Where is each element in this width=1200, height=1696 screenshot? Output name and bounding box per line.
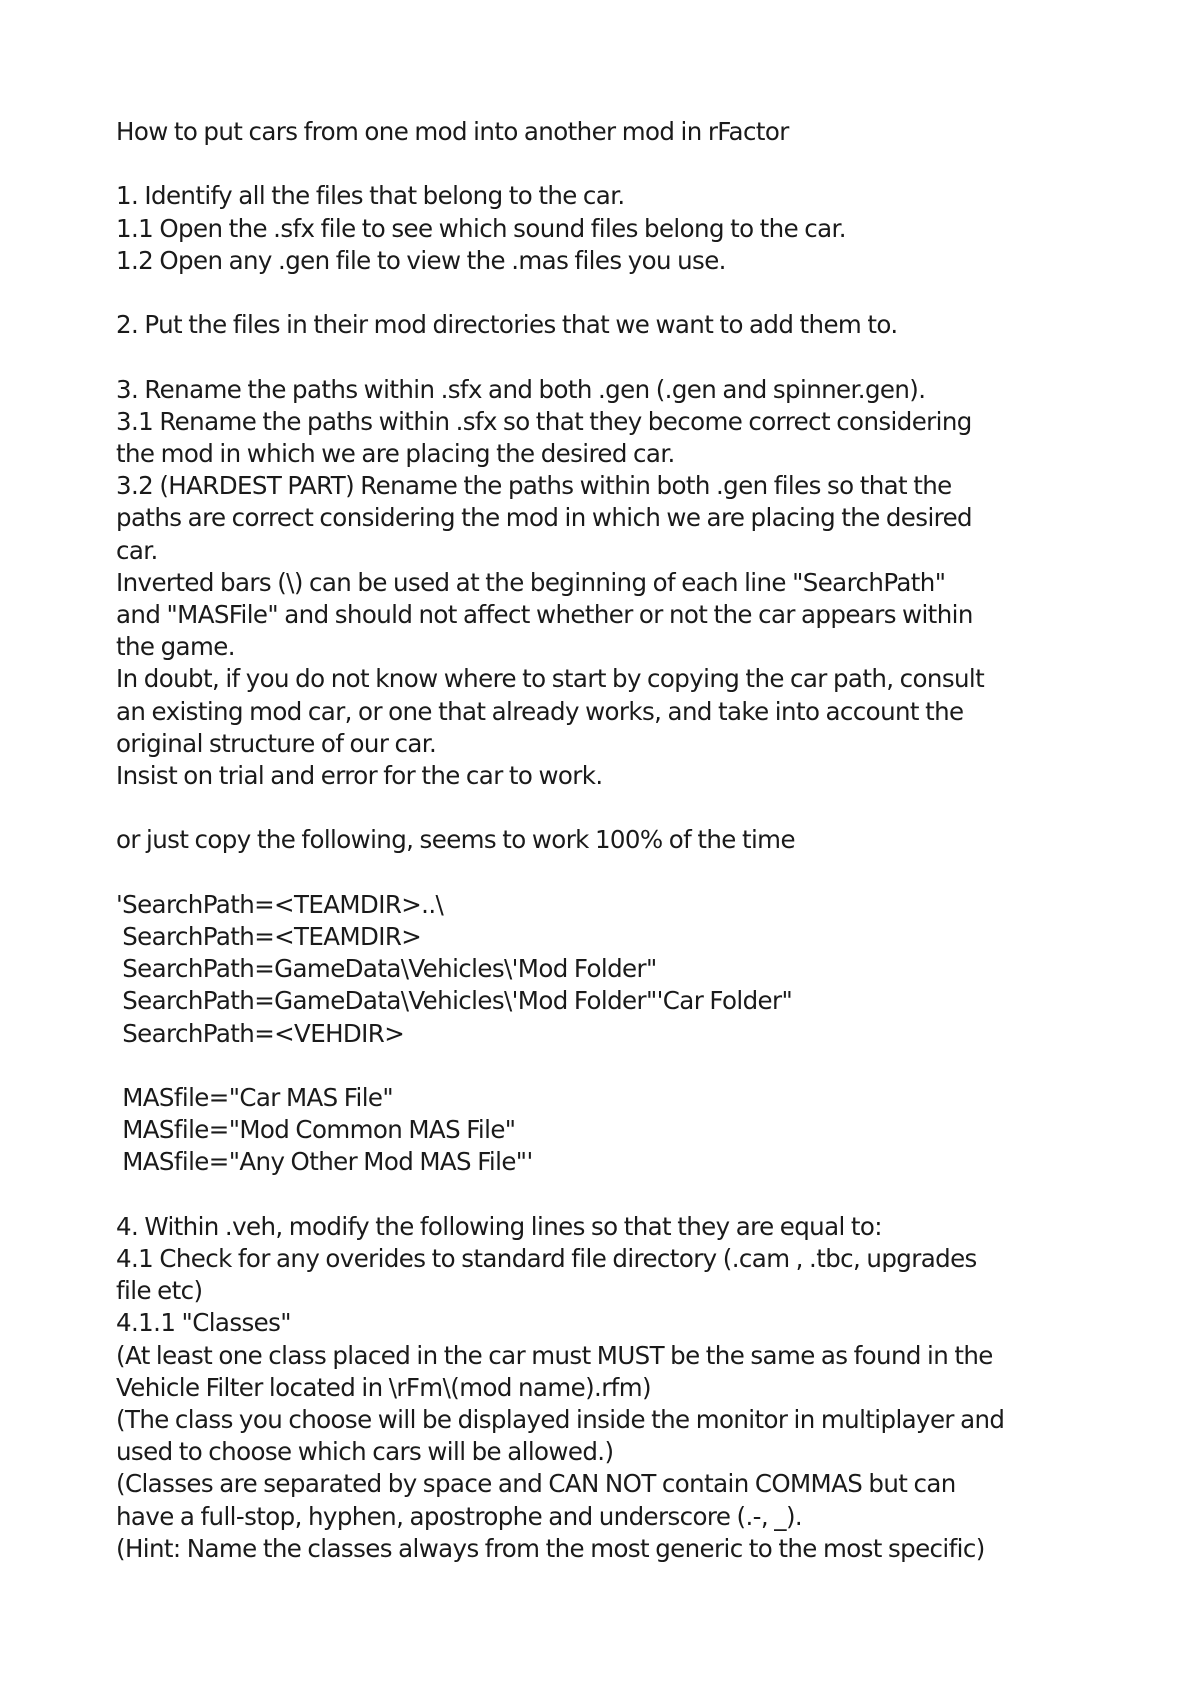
step-4-1-line-2: file etc): [116, 1276, 203, 1306]
step-3-2-line-1: 3.2 (HARDEST PART) Rename the paths within both .gen files so that the: [116, 471, 952, 501]
spacer: [116, 341, 1106, 373]
spacer: [116, 1050, 1106, 1082]
classes-note-1-line-1: (At least one class placed in the car must MUST be the same as found in the: [116, 1340, 993, 1370]
classes-hint: (Hint: Name the classes always from the most generic to the most specific): [116, 1533, 985, 1563]
classes-note-1-line-2: Vehicle Filter located in \rFm\(mod name).rfm): [116, 1372, 651, 1402]
step-3-1-line-2: the mod in which we are placing the desired car.: [116, 438, 675, 468]
step-3-1-line-1: 3.1 Rename the paths within .sfx so that they become correct considering: [116, 406, 972, 436]
note-in-doubt-line-2: an existing mod car, or one that already works, and take into account the: [116, 696, 964, 726]
step-4-1-line-1: 4.1 Check for any overides to standard file directory (.cam , .tbc, upgrades: [116, 1244, 977, 1273]
note-in-doubt-line-1: In doubt, if you do not know where to start by copying the car path, consult: [116, 664, 985, 694]
step-1-1: 1.1 Open the .sfx file to see which sound files belong to the car.: [116, 213, 846, 243]
step-4-1-1: 4.1.1 "Classes": [116, 1308, 291, 1338]
step-1-heading: 1. Identify all the files that belong to the car.: [116, 181, 625, 211]
spacer: [116, 857, 1106, 889]
copy-intro: or just copy the following, seems to work 100% of the time: [116, 825, 795, 855]
note-trial-and-error: Insist on trial and error for the car to work.: [116, 761, 603, 791]
search-path-line: SearchPath=<VEHDIR>: [116, 1018, 405, 1048]
search-path-line: SearchPath=<TEAMDIR>: [116, 922, 422, 951]
classes-note-3-line-2: have a full-stop, hyphen, apostrophe and underscore (.-, _).: [116, 1501, 803, 1531]
step-3-2-line-3: car.: [116, 535, 158, 565]
document-title: How to put cars from one mod into another mod in rFactor: [116, 117, 789, 146]
document-body: [116, 116, 1106, 1565]
mas-file-line: MASfile="Any Other Mod MAS File"': [116, 1147, 533, 1177]
note-inverted-bars-line-3: the game.: [116, 632, 235, 662]
classes-note-2-line-2: used to choose which cars will be allowed.): [116, 1437, 614, 1467]
step-2-heading: 2. Put the files in their mod directories that we want to add them to.: [116, 310, 898, 340]
spacer: [116, 792, 1106, 824]
note-inverted-bars-line-2: and "MASFile" and should not affect whether or not the car appears within: [116, 600, 973, 629]
mas-file-line: MASfile="Car MAS File": [116, 1083, 394, 1112]
note-inverted-bars-line-1: Inverted bars (\) can be used at the beginning of each line "SearchPath": [116, 567, 946, 597]
mas-file-line: MASfile="Mod Common MAS File": [116, 1115, 516, 1145]
step-1-2: 1.2 Open any .gen file to view the .mas files you use.: [116, 245, 726, 275]
note-in-doubt-line-3: original structure of our car.: [116, 728, 437, 758]
spacer: [116, 277, 1106, 309]
spacer: [116, 1179, 1106, 1211]
step-3-heading: 3. Rename the paths within .sfx and both .gen (.gen and spinner.gen).: [116, 374, 926, 404]
step-3-2-line-2: paths are correct considering the mod in which we are placing the desired: [116, 503, 973, 533]
step-4-heading: 4. Within .veh, modify the following lines so that they are equal to:: [116, 1211, 882, 1241]
search-path-line: 'SearchPath=<TEAMDIR>..\: [116, 889, 444, 919]
classes-note-2-line-1: (The class you choose will be displayed inside the monitor in multiplayer and: [116, 1405, 1005, 1435]
search-path-line: SearchPath=GameData\Vehicles\'Mod Folder": [116, 954, 657, 984]
spacer: [116, 148, 1106, 180]
search-path-line: SearchPath=GameData\Vehicles\'Mod Folder"'Car Folder": [116, 986, 793, 1016]
classes-note-3-line-1: (Classes are separated by space and CAN NOT contain COMMAS but can: [116, 1469, 956, 1499]
